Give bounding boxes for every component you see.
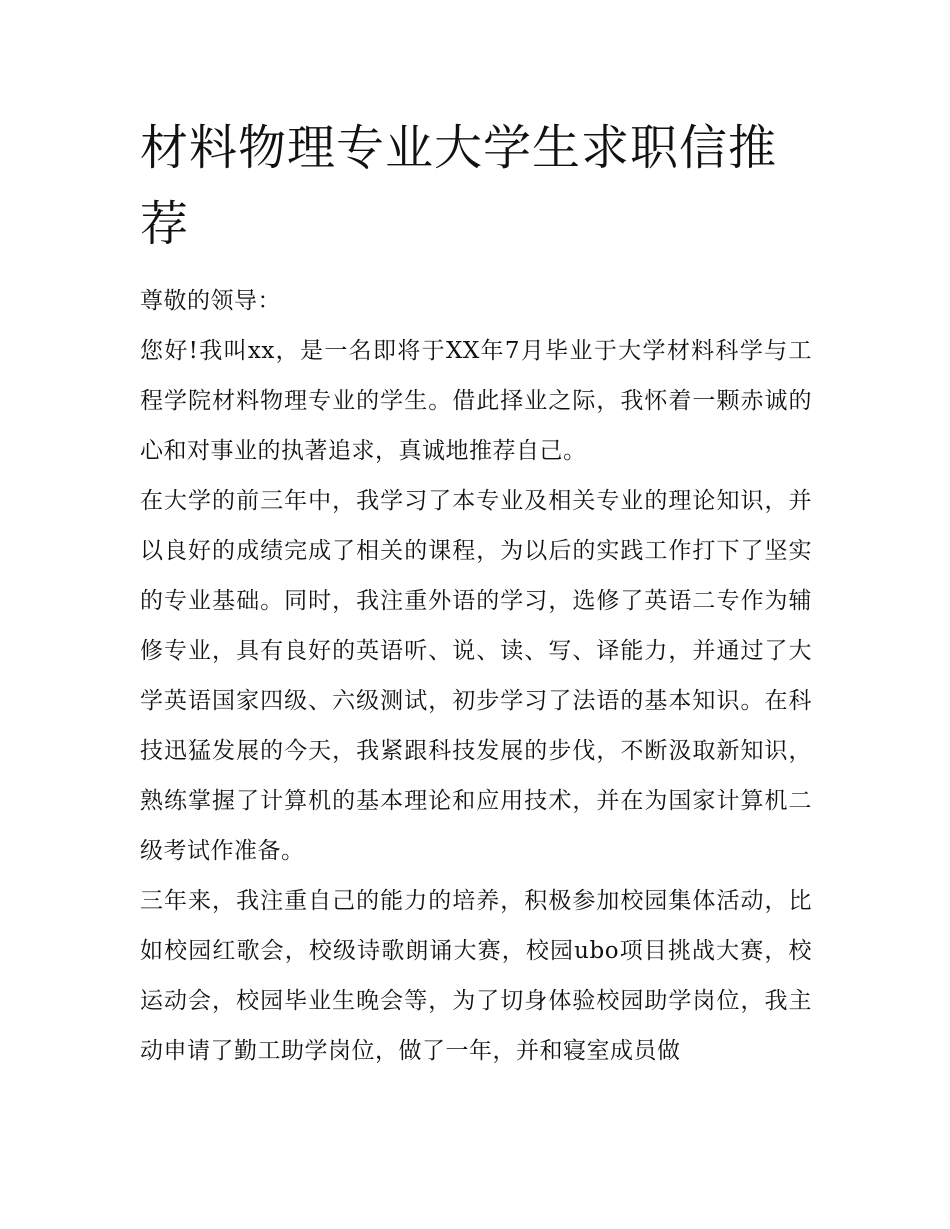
paragraph-activities: 三年来，我注重自己的能力的培养，积极参加校园集体活动，比如校园红歌会，校级诗歌朗诵大赛，校园ubo项目挑战大赛，校运动会，校园毕业生晚会等，为了切身体验校园助学岗位，我主动申请了勤工助学岗位，做了一年，并和寝室成员做: [140, 888, 812, 1064]
paragraph-studies: 在大学的前三年中，我学习了本专业及相关专业的理论知识，并以良好的成绩完成了相关的课程，为以后的实践工作打下了坚实的专业基础。同时，我注重外语的学习，选修了英语二专作为辅修专业，具有良好的英语听、说、读、写、译能力，并通过了大学英语国家四级、六级测试，初步学习了法语的基本知识。在科技迅猛发展的今天，我紧跟科技发展的步伐，不断汲取新知识，熟练掌握了计算机的基本理论和应用技术，并在为国家计算机二级考试作准备。: [140, 488, 812, 864]
paragraph-intro: 您好!我叫xx，是一名即将于XX年7月毕业于大学材料科学与工程学院材料物理专业的学生。借此择业之际，我怀着一颗赤诚的心和对事业的执著追求，真诚地推荐自己。: [140, 338, 812, 464]
document-body: [140, 276, 812, 1076]
salutation: 尊敬的领导：: [140, 288, 281, 314]
document-title: 材料物理专业大学生求职信推荐: [140, 120, 778, 252]
